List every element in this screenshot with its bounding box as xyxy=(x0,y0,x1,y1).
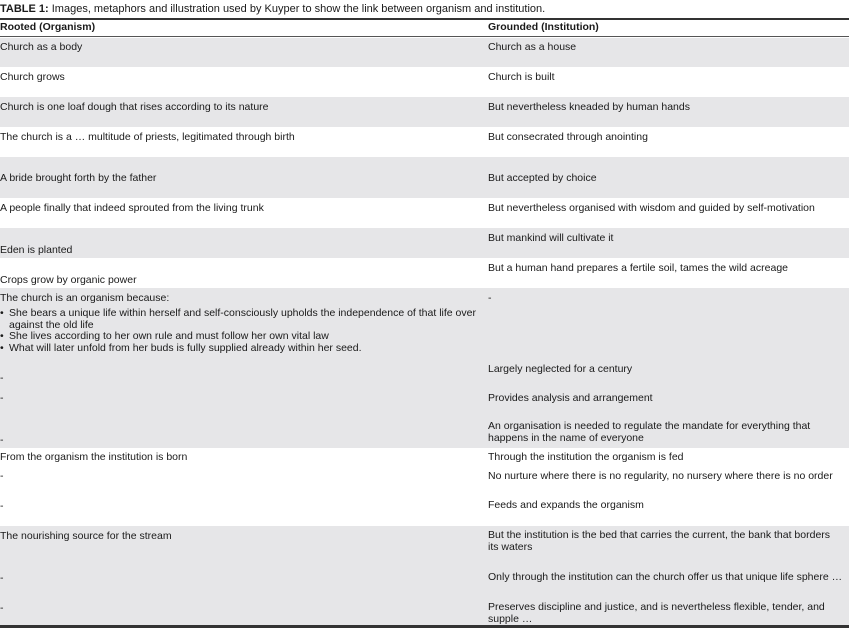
header-grounded: Grounded (Institution) xyxy=(488,21,599,33)
cell-organism: Church as a body xyxy=(0,41,83,53)
bullet-item: • She bears a unique life within herself and self-consciously upholds the independence of that life over against the old life xyxy=(0,308,478,331)
cell-organism-dash: - xyxy=(0,372,4,384)
cell-institution: An organisation is needed to regulate the mandate for everything that happens in the name of everyone xyxy=(488,420,811,444)
table-row xyxy=(0,258,849,288)
table-row xyxy=(0,127,849,157)
cell-organism: Church is one loaf dough that rises according to its nature xyxy=(0,101,269,113)
cell-institution: Church is built xyxy=(488,71,555,83)
table-row xyxy=(0,228,849,258)
bullet-item: • She lives according to her own rule and must follow her own vital law xyxy=(0,331,478,343)
table-row xyxy=(0,288,849,448)
cell-organism-dash: - xyxy=(0,500,4,512)
cell-institution: Provides analysis and arrangement xyxy=(488,392,653,404)
bullet-item: • What will later unfold from her buds is fully supplied already within her seed. xyxy=(0,343,478,355)
cell-organism-intro: The church is an organism because: xyxy=(0,292,170,304)
cell-institution: No nurture where there is no regularity, no nursery where there is no order xyxy=(488,470,833,482)
cell-organism-dash: - xyxy=(0,392,4,404)
cell-institution: Preserves discipline and justice, and is nevertheless flexible, tender, and supple … xyxy=(488,601,825,625)
cell-institution: But the institution is the bed that carries the current, the bank that borders its waters xyxy=(488,529,831,553)
cell-organism-dash: - xyxy=(0,602,4,614)
cell-organism: From the organism the institution is born xyxy=(0,451,188,463)
cell-institution: - xyxy=(488,292,492,304)
cell-institution: Largely neglected for a century xyxy=(488,363,633,375)
table-row xyxy=(0,157,849,198)
table-row xyxy=(0,67,849,97)
table-row xyxy=(0,38,849,67)
cell-institution: But a human hand prepares a fertile soil, tames the wild acreage xyxy=(488,262,789,274)
cell-organism: A bride brought forth by the father xyxy=(0,172,157,184)
cell-organism: Crops grow by organic power xyxy=(0,274,137,286)
cell-organism: The church is a … multitude of priests, legitimated through birth xyxy=(0,131,295,143)
table-row xyxy=(0,97,849,127)
cell-institution: But accepted by choice xyxy=(488,172,597,184)
top-rule xyxy=(0,18,849,20)
cell-institution: But mankind will cultivate it xyxy=(488,232,614,244)
cell-organism: The nourishing source for the stream xyxy=(0,530,172,542)
cell-institution: Church as a house xyxy=(488,41,577,53)
cell-organism: Eden is planted xyxy=(0,244,73,256)
table-row xyxy=(0,448,849,526)
cell-institution: But nevertheless kneaded by human hands xyxy=(488,101,690,113)
caption-text: Images, metaphors and illustration used by Kuyper to show the link between organism and institution. xyxy=(48,3,546,15)
cell-institution: Through the institution the organism is fed xyxy=(488,451,684,463)
cell-organism-dash: - xyxy=(0,572,4,584)
caption-label: TABLE 1: xyxy=(0,3,49,15)
cell-organism-dash: - xyxy=(0,470,4,482)
cell-institution: Only through the institution can the church offer us that unique life sphere … xyxy=(488,571,843,583)
cell-institution: Feeds and expands the organism xyxy=(488,499,644,511)
cell-institution: But nevertheless organised with wisdom and guided by self-motivation xyxy=(488,202,815,214)
cell-organism: A people finally that indeed sprouted from the living trunk xyxy=(0,202,264,214)
table-caption xyxy=(0,3,545,15)
organism-bullet-list xyxy=(0,308,478,354)
table-row xyxy=(0,198,849,228)
cell-institution: But consecrated through anointing xyxy=(488,131,648,143)
table-row xyxy=(0,526,849,625)
cell-organism-dash: - xyxy=(0,434,4,446)
cell-organism: Church grows xyxy=(0,71,65,83)
header-rule xyxy=(0,36,849,37)
header-rooted: Rooted (Organism) xyxy=(0,21,96,33)
